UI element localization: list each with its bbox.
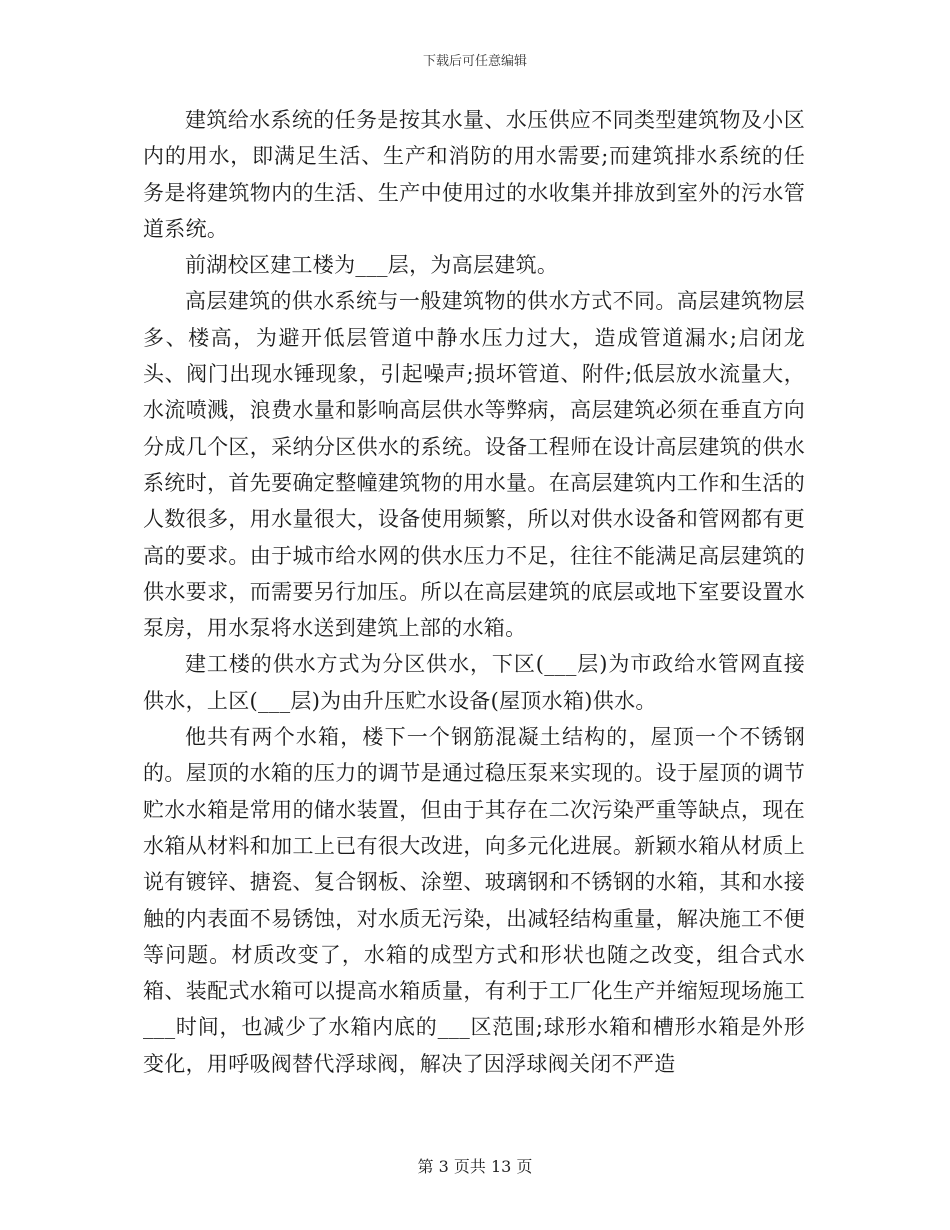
document-body (143, 102, 805, 1082)
page-footer: 第 3 页共 13 页 (417, 1157, 533, 1176)
paragraph-high-rise-supply: 高层建筑的供水系统与一般建筑物的供水方式不同。高层建筑物层多、楼高，为避开低层管道中静水压力过大，造成管道漏水;启闭龙头、阀门出现水锤现象，引起噪声;损坏管道、附件;低层放水流量大，水流喷溅，浪费水量和影响高层供水等弊病，高层建筑必须在垂直方向分成几个区，采纳分区供水的系统。设备工程师在设计高层建筑的供水系统时，首先要确定整幢建筑物的用水量。在高层建筑内工作和生活的人数很多，用水量很大，设备使用频繁，所以对供水设备和管网都有更高的要求。由于城市给水网的供水压力不足，往往不能满足高层建筑的供水要求，而需要另行加压。所以在高层建筑的底层或地下室要设置水泵房，用水泵将水送到建筑上部的水箱。 (143, 289, 805, 641)
paragraph-zoned-supply: 建工楼的供水方式为分区供水，下区(___层)为市政给水管网直接供水，上区(___层)为由升压贮水设备(屋顶水箱)供水。 (143, 652, 805, 713)
page-header: 下载后可任意编辑 (422, 54, 527, 69)
paragraph-water-tanks: 他共有两个水箱，楼下一个钢筋混凝土结构的，屋顶一个不锈钢的。屋顶的水箱的压力的调节是通过稳压泵来实现的。设于屋顶的调节贮水水箱是常用的储水装置，但由于其存在二次污染严重等缺点，现在水箱从材料和加工上已有很大改进，向多元化进展。新颖水箱从材质上说有镀锌、搪瓷、复合钢板、涂塑、玻璃钢和不锈钢的水箱，其和水接触的内表面不易锈蚀，对水质无污染，出减轻结构重量，解决施工不便等问题。材质改变了，水箱的成型方式和形状也随之改变，组合式水箱、装配式水箱可以提高水箱质量，有利于工厂化生产并缩短现场施工___时间，也减少了水箱内底的___区范围;球形水箱和槽形水箱是外形变化，用呼吸阀替代浮球阀，解决了因浮球阀关闭不严造 (143, 725, 805, 1076)
paragraph-building-floors: 前湖校区建工楼为___层，为高层建筑。 (185, 253, 559, 278)
paragraph-water-systems: 建筑给水系统的任务是按其水量、水压供应不同类型建筑物及小区内的用水，即满足生活、生产和消防的用水需要;而建筑排水系统的任务是将建筑物内的生活、生产中使用过的水收集并排放到室外的污水管道系统。 (143, 108, 805, 241)
